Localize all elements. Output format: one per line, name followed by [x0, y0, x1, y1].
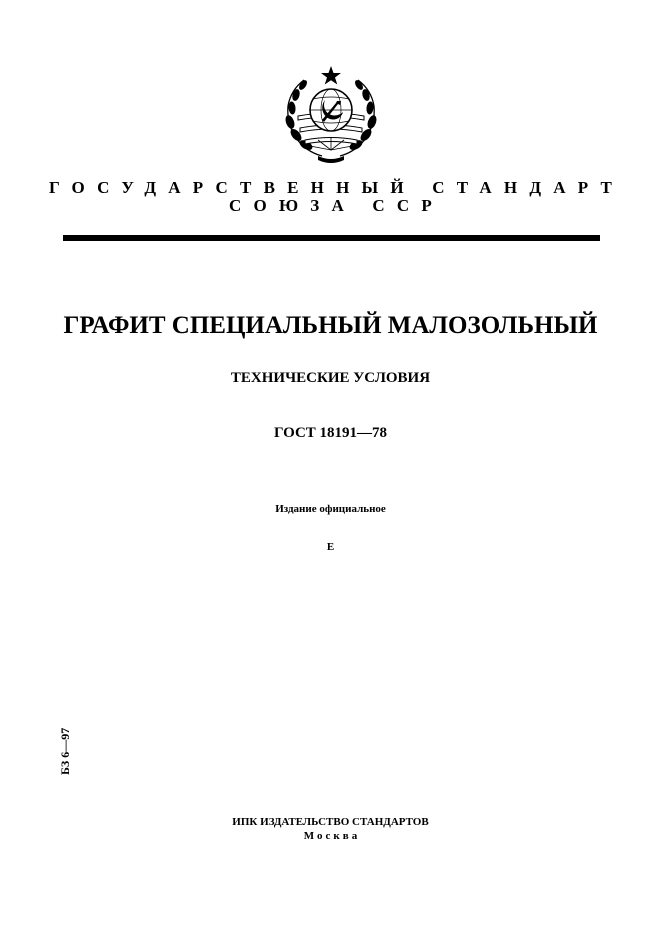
document-title: ГРАФИТ СПЕЦИАЛЬНЫЙ МАЛОЗОЛЬНЫЙ — [63, 312, 598, 339]
horizontal-rule — [63, 235, 600, 241]
standard-number: ГОСТ 18191—78 — [273, 425, 388, 441]
edition-note: Издание официальное — [275, 503, 386, 515]
header-line-2: СОЮЗА ССР — [229, 196, 444, 215]
edition-letter: Е — [326, 541, 335, 553]
document-subtitle: ТЕХНИЧЕСКИЕ УСЛОВИЯ — [230, 370, 431, 386]
header-line-1: ГОСУДАРСТВЕННЫЙ СТАНДАРТ — [48, 178, 625, 197]
publisher-city: Москва — [303, 830, 361, 842]
ussr-state-emblem-icon — [278, 64, 384, 168]
side-code: БЗ 6—97 — [58, 727, 72, 775]
publisher-name: ИПК ИЗДАТЕЛЬСТВО СТАНДАРТОВ — [232, 816, 429, 828]
